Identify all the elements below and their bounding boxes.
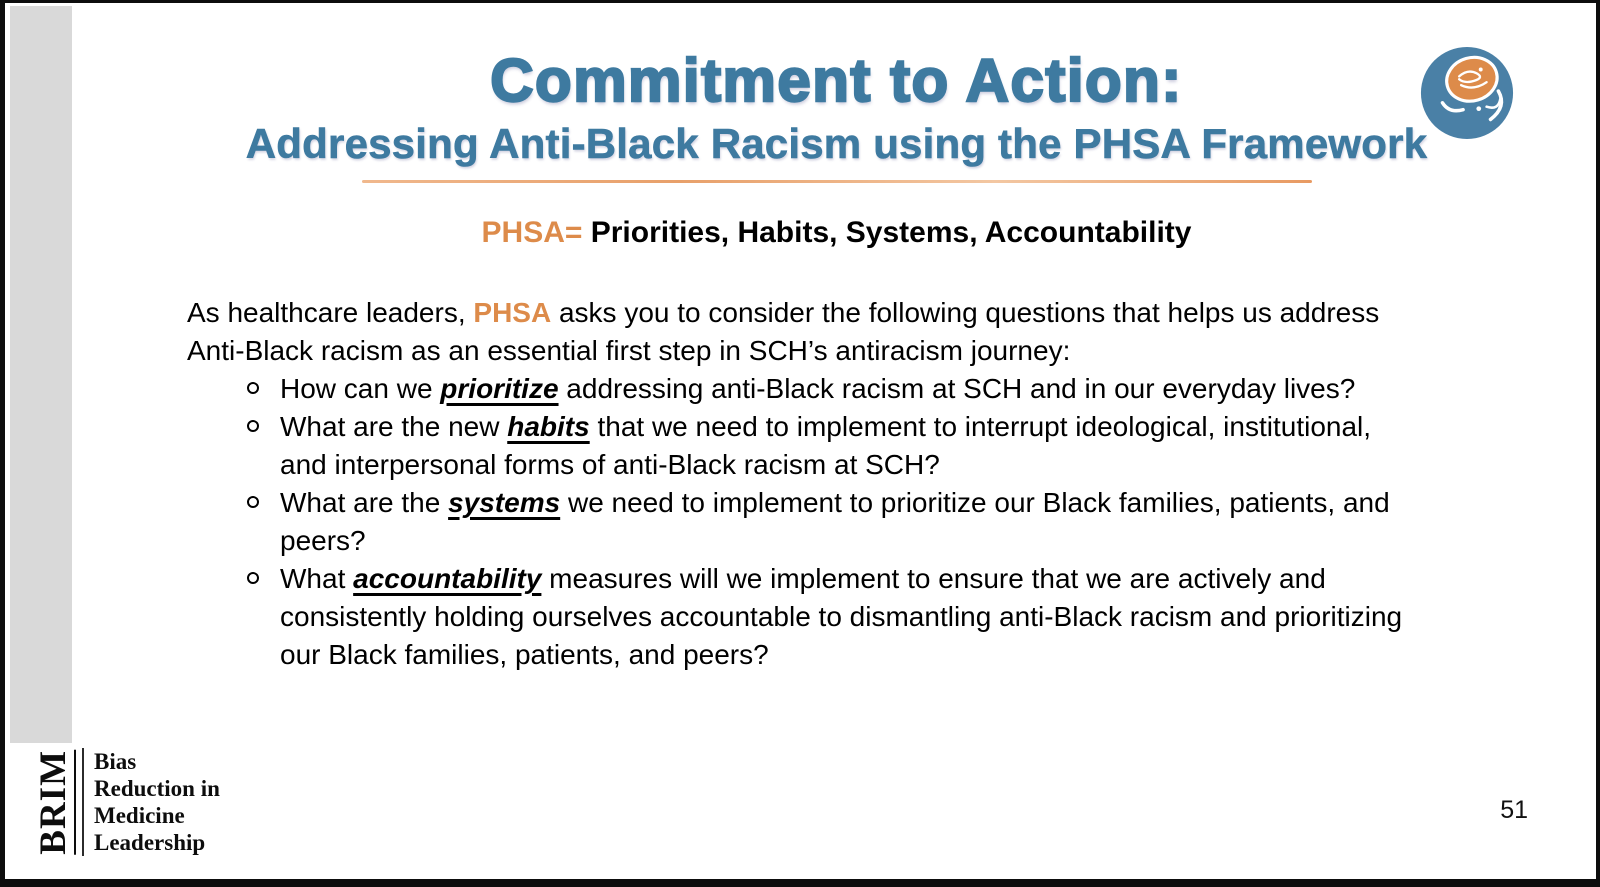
bullet-text: that we need to implement to interrupt ideological, institutional, and interpersonal forms of anti-Black racism at SCH? — [280, 411, 1372, 480]
list-item — [247, 370, 1417, 408]
intro-before: As healthcare leaders, — [187, 297, 474, 328]
brim-line: Leadership — [94, 830, 206, 855]
keyword-habits: habits — [507, 411, 590, 442]
bullet-text: addressing anti-Black racism at SCH and in our everyday lives? — [558, 373, 1356, 404]
brim-line: Reduction in — [94, 776, 220, 801]
intro-paragraph — [187, 294, 1432, 370]
intro-phsa-highlight: PHSA — [473, 297, 552, 328]
bullet-text: What — [280, 563, 354, 594]
slide-content — [72, 6, 1600, 674]
slide-subtitle: Addressing Anti-Black Racism using the PHSA Framework — [245, 120, 1428, 167]
intro-after: asks you to consider the following questions that helps us address Anti-Black racism as an essential first step in SCH’s antiracism journey: — [187, 297, 1380, 366]
circle-bullet-icon — [247, 572, 259, 584]
bullet-text: What are the — [280, 487, 449, 518]
orange-divider-rule — [362, 180, 1312, 183]
phsa-acronym: PHSA= — [481, 216, 583, 249]
brim-logo — [35, 743, 220, 861]
circle-bullet-icon — [247, 420, 259, 432]
list-item — [247, 560, 1417, 674]
page-number: 51 — [1500, 796, 1528, 824]
keyword-accountability: accountability — [353, 563, 542, 594]
circle-bullet-icon — [247, 382, 259, 394]
brim-wordmark — [94, 748, 220, 856]
bullet-text: What are the new — [280, 411, 508, 442]
list-item — [247, 484, 1417, 560]
list-item — [247, 408, 1417, 484]
bullet-text: measures will we implement to ensure that we are actively and consistently holding ourselves accountable to dismantling anti-Black racism and prioritizing our Black families, patients, and peers? — [280, 563, 1403, 670]
brim-divider-line — [82, 748, 84, 856]
left-gray-strip — [10, 6, 72, 743]
phsa-definition — [72, 216, 1600, 250]
question-list — [247, 370, 1417, 674]
circle-bullet-icon — [247, 496, 259, 508]
brim-line: Medicine — [94, 803, 185, 828]
brim-line: Bias — [94, 749, 137, 774]
bullet-text: How can we — [280, 373, 441, 404]
bullet-text: we need to implement to prioritize our Black families, patients, and peers? — [280, 487, 1390, 556]
keyword-prioritize: prioritize — [440, 373, 559, 404]
slide-title: Commitment to Action: — [490, 47, 1183, 114]
brim-acronym: BRIM — [33, 749, 74, 855]
keyword-systems: systems — [448, 487, 561, 518]
phsa-expansion: Priorities, Habits, Systems, Accountability — [582, 216, 1192, 249]
